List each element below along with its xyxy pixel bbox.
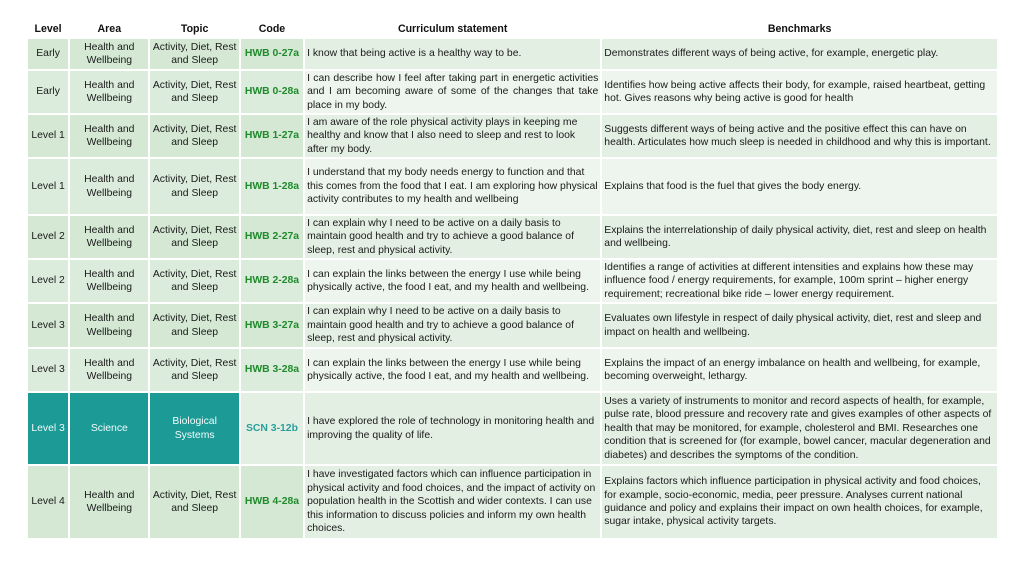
cell-area: Health and Wellbeing [70,466,148,538]
cell-code: HWB 3-28a [241,349,303,391]
cell-topic: Activity, Diet, Rest and Sleep [150,159,238,214]
cell-statement: I can explain the links between the energy I use while being physically active, the food I eat, and my health and wellbeing. [305,260,600,302]
header-topic: Topic [150,23,238,37]
cell-code: HWB 1-28a [241,159,303,214]
header-curriculum-statement: Curriculum statement [305,23,600,37]
cell-benchmarks: Demonstrates different ways of being active, for example, energetic play. [602,39,997,69]
header-row [28,23,997,37]
cell-level: Level 4 [28,466,68,538]
curriculum-table-container [26,21,999,540]
cell-statement: I can explain the links between the energy I use while being physically active, the food I eat, and my health and wellbeing. [305,349,600,391]
table-row [28,349,997,391]
cell-code: HWB 2-27a [241,216,303,258]
cell-statement: I have investigated factors which can influence participation in physical activity and food choices, and the impact of activity on population health in the Scottish and wider contexts. I can use this information to discuss policies and inform my own health choices. [305,466,600,538]
cell-statement: I know that being active is a healthy way to be. [305,39,600,69]
cell-topic: Biological Systems [150,393,238,464]
cell-topic: Activity, Diet, Rest and Sleep [150,260,238,302]
cell-level: Level 3 [28,304,68,347]
table-row [28,304,997,347]
cell-benchmarks: Evaluates own lifestyle in respect of daily physical activity, diet, rest and sleep and impact on health and wellbeing. [602,304,997,347]
cell-area: Health and Wellbeing [70,71,148,113]
cell-topic: Activity, Diet, Rest and Sleep [150,304,238,347]
cell-topic: Activity, Diet, Rest and Sleep [150,39,238,69]
cell-area: Health and Wellbeing [70,304,148,347]
table-row [28,159,997,214]
cell-topic: Activity, Diet, Rest and Sleep [150,71,238,113]
cell-benchmarks: Suggests different ways of being active and the positive effect this can have on health. Articulates how much sleep is needed in childhood and why this is important. [602,115,997,157]
table-row [28,71,997,113]
cell-area: Health and Wellbeing [70,115,148,157]
curriculum-table [26,21,999,540]
header-area: Area [70,23,148,37]
cell-level: Level 2 [28,216,68,258]
header-benchmarks: Benchmarks [602,23,997,37]
cell-level: Level 1 [28,159,68,214]
cell-level: Early [28,71,68,113]
cell-level: Level 3 [28,349,68,391]
cell-topic: Activity, Diet, Rest and Sleep [150,349,238,391]
cell-code: HWB 2-28a [241,260,303,302]
cell-topic: Activity, Diet, Rest and Sleep [150,216,238,258]
cell-code: HWB 3-27a [241,304,303,347]
table-row [28,216,997,258]
cell-area: Health and Wellbeing [70,260,148,302]
cell-code: HWB 4-28a [241,466,303,538]
cell-level: Level 1 [28,115,68,157]
cell-statement: I am aware of the role physical activity plays in keeping me healthy and know that I also need to sleep and rest to look after my body. [305,115,600,157]
cell-statement: I can describe how I feel after taking part in energetic activities and I am becoming aware of some of the changes that take place in my body. [305,71,600,113]
table-row [28,466,997,538]
cell-statement: I can explain why I need to be active on a daily basis to maintain good health and try to achieve a good balance of sleep, rest and physical activity. [305,304,600,347]
cell-benchmarks: Explains the impact of an energy imbalance on health and wellbeing, for example, becoming overweight, lethargy. [602,349,997,391]
header-code: Code [241,23,303,37]
cell-code: HWB 0-28a [241,71,303,113]
cell-level: Level 3 [28,393,68,464]
cell-area: Health and Wellbeing [70,216,148,258]
cell-statement: I understand that my body needs energy to function and that this comes from the food that I eat. I am exploring how physical activity contributes to my health and wellbeing [305,159,600,214]
cell-benchmarks: Explains factors which influence participation in physical activity and food choices, for example, socio-economic, media, peer pressure. Analyses current national guidance and policy and explains their impact on own health choices, for example, sugar intake, physical activity targets. [602,466,997,538]
table-row [28,115,997,157]
header-level: Level [28,23,68,37]
cell-topic: Activity, Diet, Rest and Sleep [150,115,238,157]
cell-area: Health and Wellbeing [70,39,148,69]
cell-code: SCN 3-12b [241,393,303,464]
cell-statement: I can explain why I need to be active on a daily basis to maintain good health and try to achieve a good balance of sleep, rest and physical activity. [305,216,600,258]
cell-benchmarks: Explains that food is the fuel that gives the body energy. [602,159,997,214]
cell-benchmarks: Identifies how being active affects their body, for example, raised heartbeat, getting hot. Gives reasons why being active is good for health [602,71,997,113]
table-row [28,393,997,464]
cell-statement: I have explored the role of technology in monitoring health and improving the quality of life. [305,393,600,464]
cell-benchmarks: Explains the interrelationship of daily physical activity, diet, rest and sleep on health and wellbeing. [602,216,997,258]
cell-level: Early [28,39,68,69]
cell-area: Health and Wellbeing [70,159,148,214]
table-row [28,39,997,69]
table-row [28,260,997,302]
cell-area: Health and Wellbeing [70,349,148,391]
cell-topic: Activity, Diet, Rest and Sleep [150,466,238,538]
cell-code: HWB 0-27a [241,39,303,69]
cell-benchmarks: Uses a variety of instruments to monitor and record aspects of health, for example, pulse rate, blood pressure and recovery rate and gives examples of other aspects of health that may be monitored, for example, cholesterol and BMI. Researches one condition that is screened for (for example, bowel cancer, macular degeneration and diabetes) and describes the symptoms of the condition. [602,393,997,464]
cell-benchmarks: Identifies a range of activities at different intensities and explains how these may influence food / energy requirements, for example, 100m sprint – higher energy requirement; recreational bike ride – lower energy requirement. [602,260,997,302]
cell-area: Science [70,393,148,464]
cell-level: Level 2 [28,260,68,302]
cell-code: HWB 1-27a [241,115,303,157]
